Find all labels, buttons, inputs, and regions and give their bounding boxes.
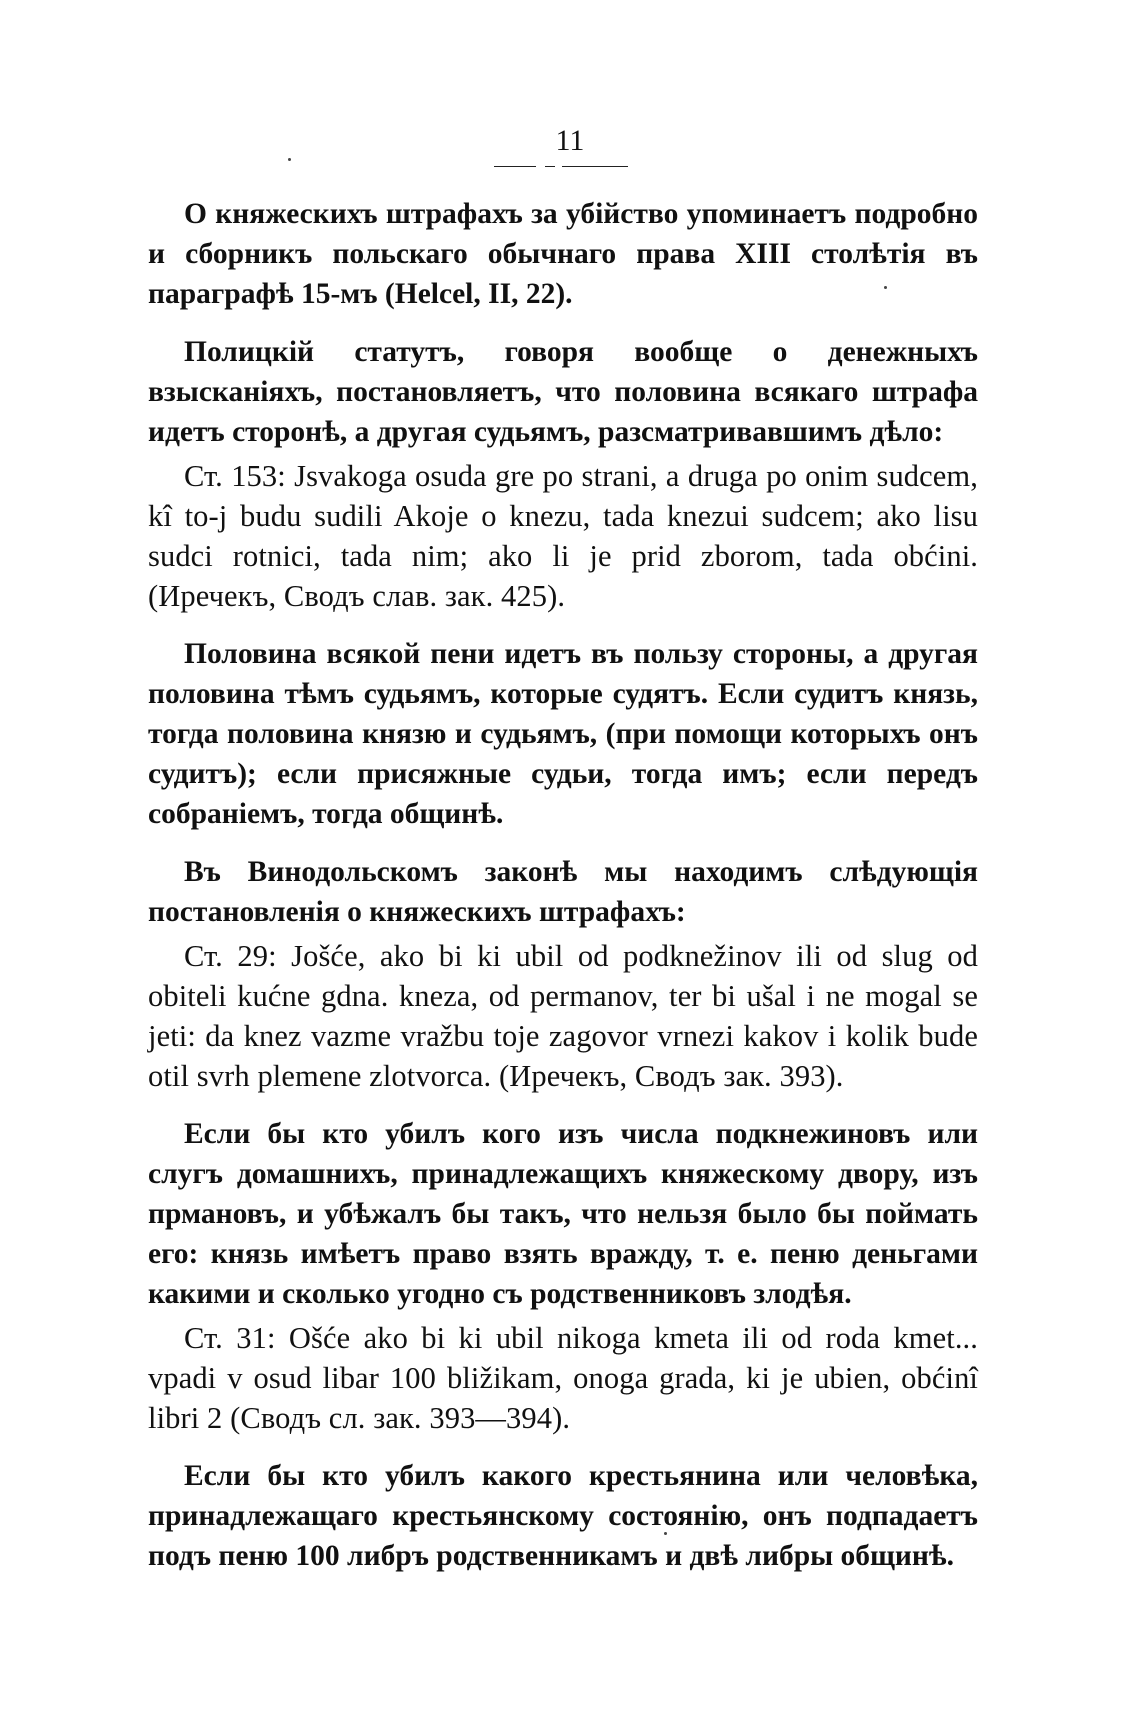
print-speck [884,286,887,289]
citation-article-153: Ст. 153: Jsvakoga osuda gre po strani, a druga po onim sudcem, kî to-j budu sudili Akoje o knezu, tada knezui sudcem; ako lisu sudci rotnici, tada nim; ako li je prid zborom, tada obćini. (Иречекъ, Сводъ слав. зак. 425). [148,459,978,613]
header-rule-center [545,166,555,167]
page-number: 11 [555,124,585,157]
print-speck [664,1532,667,1535]
paragraph-vinodol-law: Въ Винодольскомъ законѣ мы находимъ слѣдующія постановленія о княжескихъ штрафахъ: [148,856,978,928]
citation-article-29: Ст. 29: Jošće, ako bi ki ubil od podknežinov ili od slug od obiteli kućne gdna. kneza, od permanov, ter bi ušal i ne mogal se jeti: da knez vazme vražbu toje zagovor vrnezi kakov i kolik bude otil svrh plemene zlotvorca. (Иречекъ, Сводъ зак. 393). [148,939,978,1093]
header-rule-left [494,166,536,167]
paragraph-translation-29: Если бы кто убилъ кого изъ числа подкнежиновъ или слугъ домашнихъ, принадлежащихъ княжескому двору, изъ прмановъ, и убѣжалъ бы такъ, что нельзя было бы поймать его: князь имѣетъ право взять вражду, т. е. пеню деньгами какими и сколько угодно съ родственниковъ злодѣя. [148,1118,978,1310]
citation-article-31: Ст. 31: Ošće ako bi ki ubil nikoga kmeta ili od roda kmet... vpadi v osud libar 100 bližikam, onoga grada, ki je ubien, obćinî libri 2 (Сводъ сл. зак. 393—394). [148,1321,978,1435]
paragraph-princely-fines: О княжескихъ штрафахъ за убійство упоминаетъ подробно и сборникъ польскаго обычнаго права XIII столѣтія въ параграфѣ 15-мъ (Helcel, II, 22). [148,198,978,310]
paragraph-polica-statute: Полицкій статутъ, говоря вообще о денежныхъ взысканіяхъ, постановляетъ, что половина всякаго штрафа идетъ сторонѣ, а другая судьямъ, разсматривавшимъ дѣло: [148,336,978,448]
body-text [148,194,978,1576]
paragraph-translation-31: Если бы кто убилъ какого крестьянина или человѣка, принадлежащаго крестьянскому состоянію, онъ подпадаетъ подъ пеню 100 либръ родственникамъ и двѣ либры общинѣ. [148,1460,978,1572]
print-speck [288,158,291,161]
paragraph-translation-153: Половина всякой пени идетъ въ пользу стороны, а другая половина тѣмъ судьямъ, которые судятъ. Если судитъ князь, тогда половина князю и судьямъ, (при помощи которыхъ онъ судитъ); если присяжные судьи, тогда имъ; если передъ собраніемъ, тогда общинѣ. [148,638,978,830]
header-rule-right [562,166,628,167]
